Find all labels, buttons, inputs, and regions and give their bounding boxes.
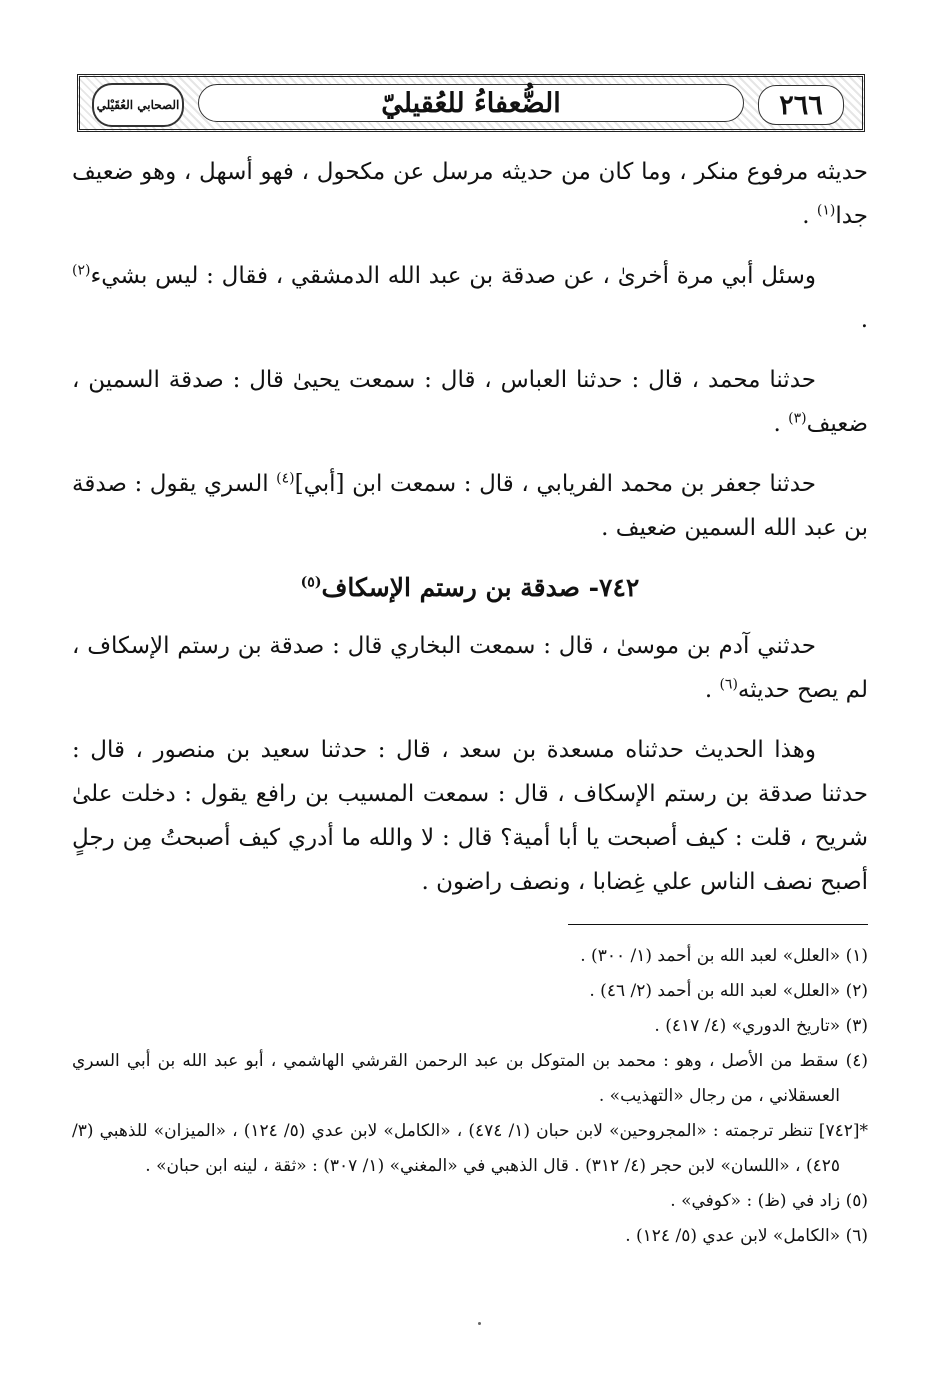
entry-heading	[72, 566, 868, 610]
footnote-item: (٢) «العلل» لعبد الله بن أحمد (٢/ ٤٦) .	[589, 981, 868, 1001]
footnote-item: *[٧٤٢] تنظر ترجمته : «المجروحين» لابن حبان (١/ ٤٧٤) ، «الكامل» لابن عدي (٥/ ١٢٤) ، «الميزان» للذهبي (٣/ ٤٢٥) ، «اللسان» لابن حجر (٤/ ٣١٢) . قال الذهبي في «المغني» (١/ ٣٠٧) : «ثقة ، لينه ابن حبان» .	[72, 1121, 868, 1176]
paragraph-text: حدثنا جعفر بن محمد الفريابي ، قال : سمعت ابن [أبي]	[294, 471, 816, 497]
footnote-item: (٤) سقط من الأصل ، وهو : محمد بن المتوكل بن عبد الرحمن القرشي الهاشمي ، أبو عبد الله بن أبي السري العسقلاني ، من رجال «التهذيب» .	[72, 1051, 868, 1106]
page-content	[72, 150, 868, 1254]
paragraph-text: حدثني آدم بن موسىٰ ، قال : سمعت البخاري قال : صدقة بن رستم الإسكاف ، لم يصح حديثه	[72, 633, 868, 703]
footnote-ref: (١)	[816, 202, 836, 219]
footnote-ref: (٣)	[788, 410, 807, 427]
footnote-item: (١) «العلل» لعبد الله بن أحمد (١/ ٣٠٠) .	[580, 946, 868, 966]
footnote-item: (٦) «الكامل» لابن عدي (٥/ ١٢٤) .	[625, 1226, 868, 1246]
paragraph-end: .	[802, 203, 817, 229]
page-header	[77, 74, 865, 132]
paragraph-2	[72, 254, 868, 342]
paragraph-3	[72, 358, 868, 446]
footnote-ref: (٢)	[72, 262, 91, 279]
emblem-text: الصحابي العُقَيْلي	[96, 98, 180, 112]
title-cartouche	[198, 84, 744, 122]
emblem-logo	[92, 83, 184, 127]
heading-text: ٧٤٢- صدقة بن رستم الإسكاف	[321, 573, 640, 602]
book-title: الضُّعفاءُ للعُقيليّ	[381, 87, 561, 119]
footnote-ref: (٥)	[300, 574, 322, 591]
paragraph-end: .	[704, 677, 720, 703]
footnote-ref: (٤)	[276, 470, 295, 487]
paragraph-end: .	[773, 411, 789, 437]
paragraph-text-cont: السري يقول : صدقة بن عبد الله السمين ضعيف .	[72, 471, 868, 541]
paragraph-1	[72, 150, 868, 238]
paragraph-text: حديثه مرفوع منكر ، وما كان من حديثه مرسل عن مكحول ، فهو أسهل ، وهو ضعيف جدا	[72, 159, 868, 229]
footnotes	[72, 939, 868, 1254]
footnote-item: (٣) «تاريخ الدوري» (٤/ ٤١٧) .	[654, 1016, 868, 1036]
paragraph-text: حدثنا محمد ، قال : حدثنا العباس ، قال : سمعت يحيىٰ قال : صدقة السمين ، ضعيف	[72, 367, 868, 437]
paragraph-end: .	[860, 307, 868, 333]
footnote-item: (٥) زاد في (ظ) : «كوفي» .	[670, 1191, 868, 1211]
paragraph-text: وسئل أبي مرة أخرىٰ ، عن صدقة بن عبد الله الدمشقي ، فقال : ليس بشيء	[90, 263, 816, 289]
page-mark	[478, 1322, 481, 1325]
page-number: ٢٦٦	[758, 85, 844, 125]
footnote-divider	[568, 924, 868, 925]
paragraph-5	[72, 624, 868, 712]
footnote-ref: (٦)	[719, 676, 738, 693]
paragraph-4	[72, 462, 868, 550]
paragraph-6: وهذا الحديث حدثناه مسعدة بن سعد ، قال : حدثنا سعيد بن منصور ، قال : حدثنا صدقة بن رستم الإسكاف ، قال : سمعت المسيب بن رافع يقول : دخلت علىٰ شريح ، قلت : كيف أصبحت يا أبا أمية؟ قال : لا والله ما أدري كيف أصبحتُ مِن رجلٍ أصبح نصف الناس علي غِضابا ، ونصف راضون .	[72, 737, 868, 895]
